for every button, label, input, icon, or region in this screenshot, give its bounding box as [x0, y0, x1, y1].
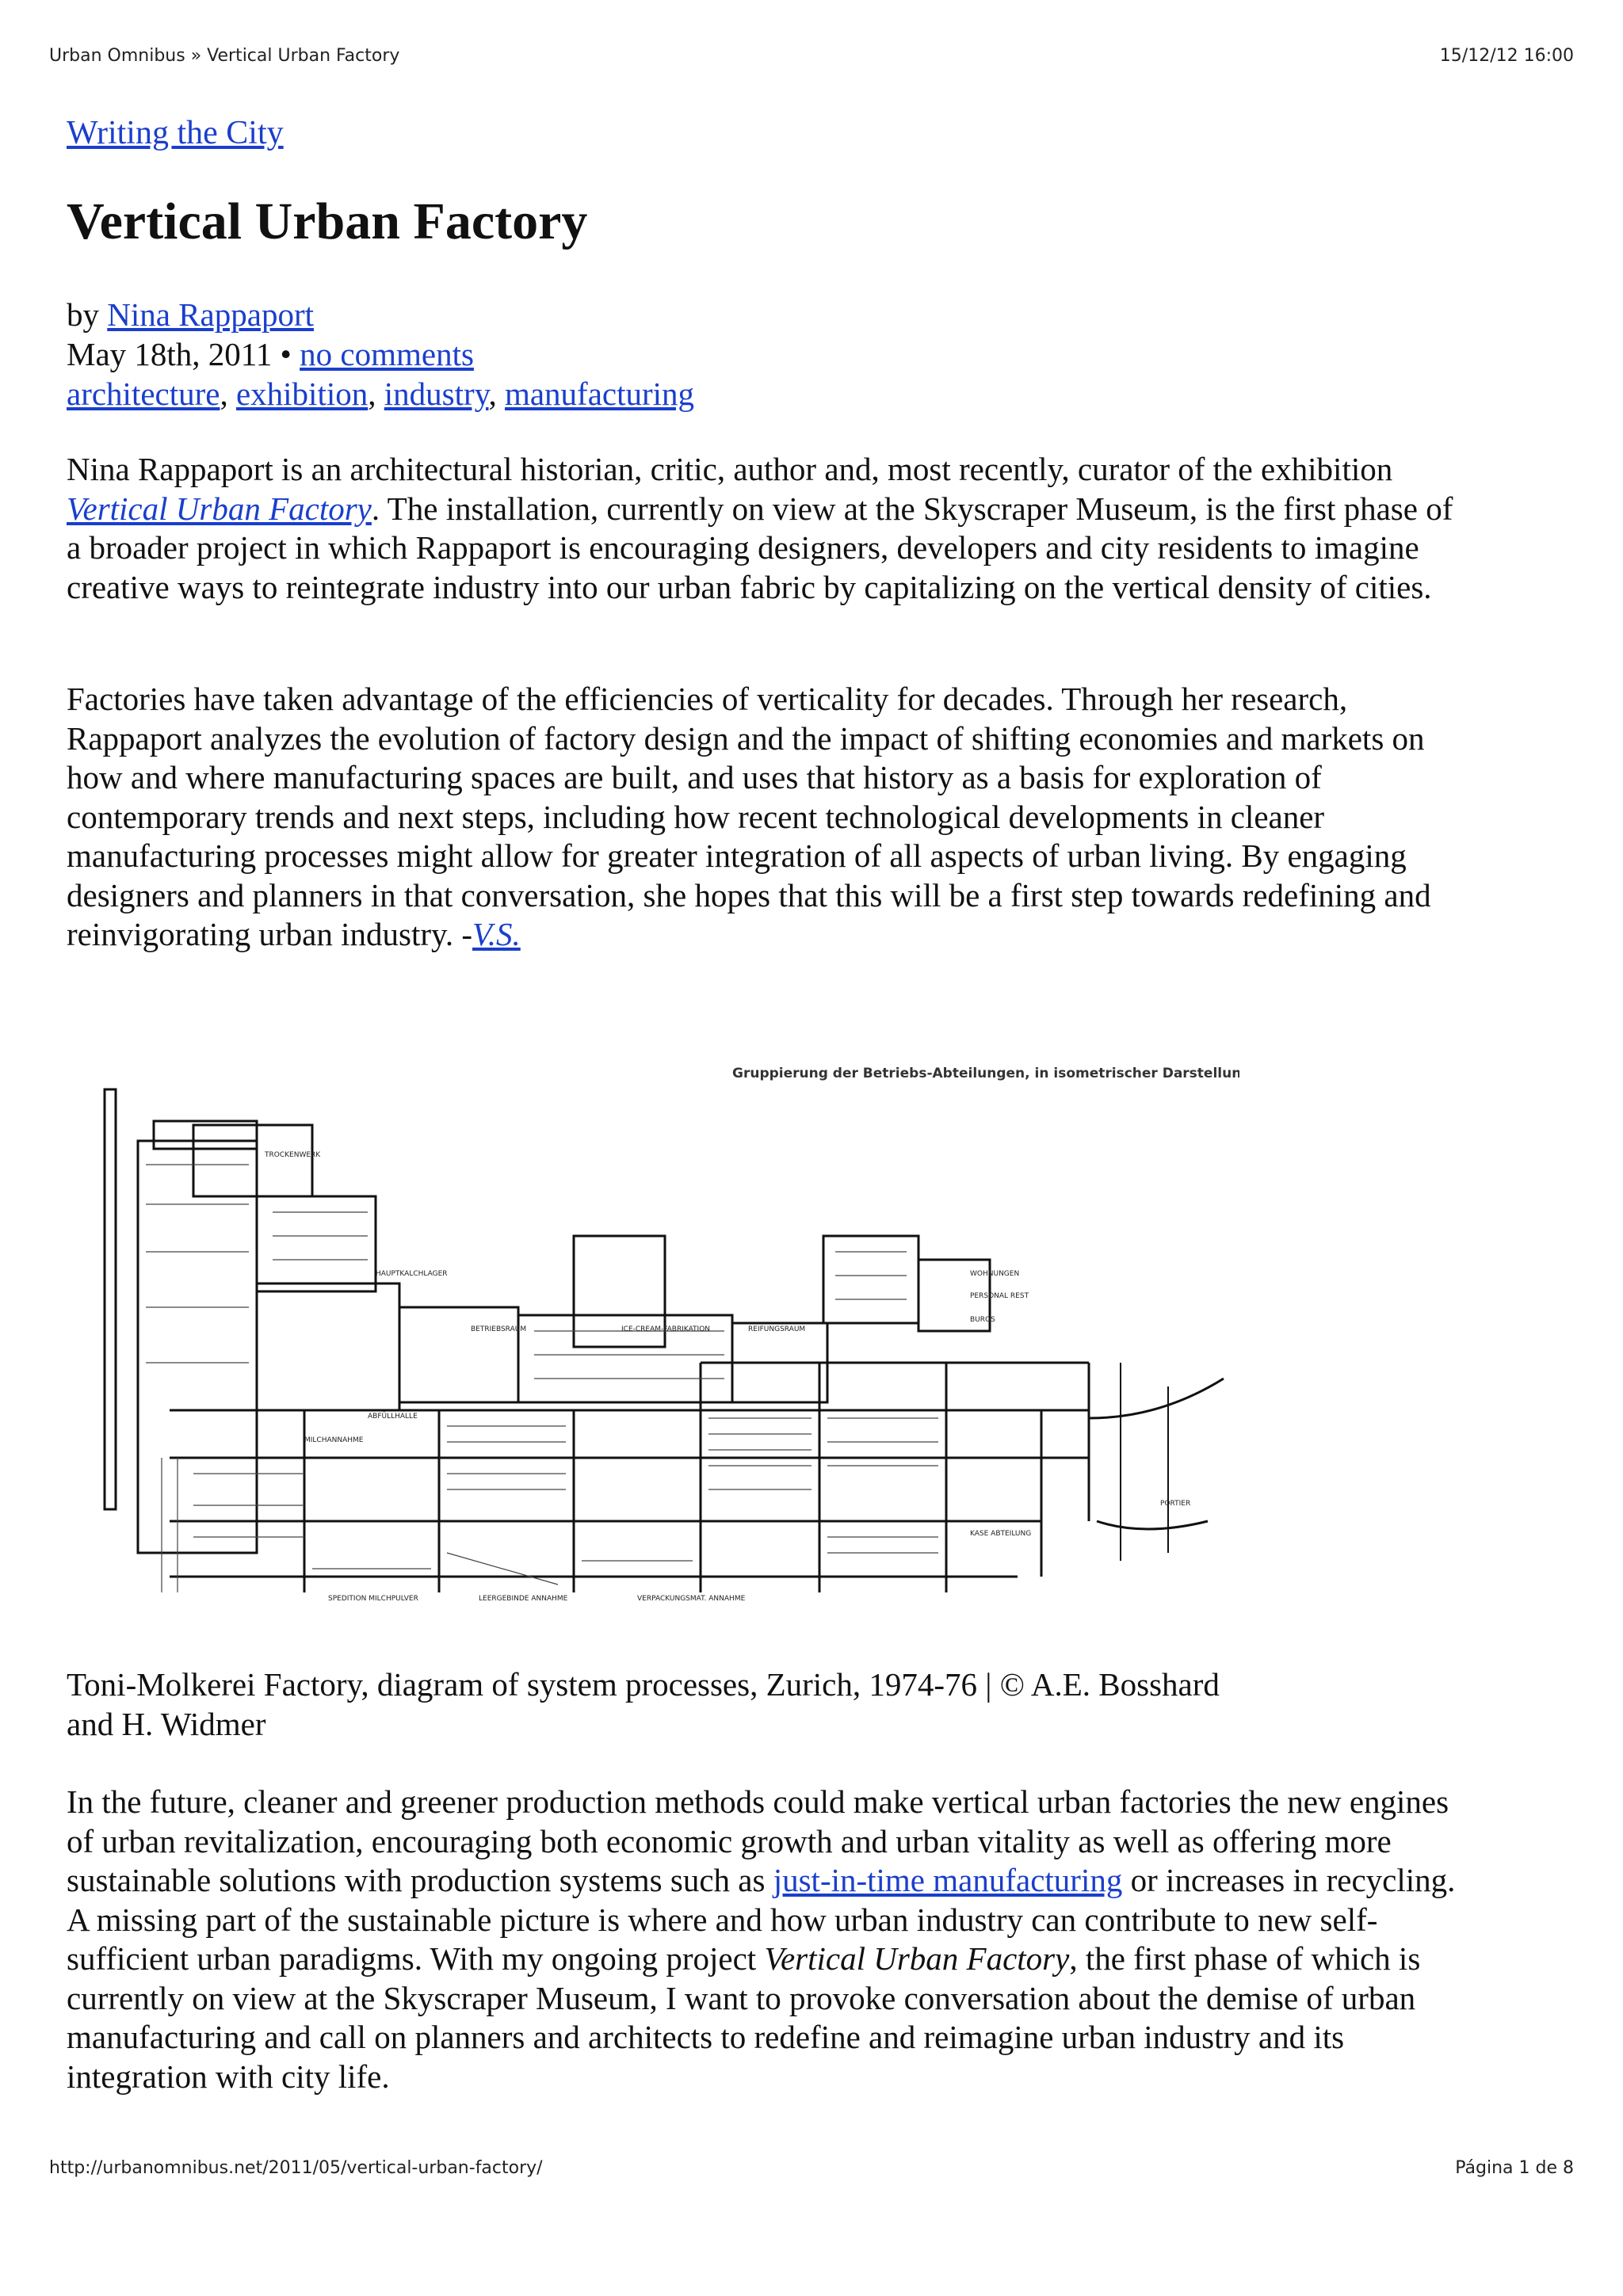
label-milchannahme: MILCHANNAHME [304, 1436, 364, 1444]
label-ice-cream: ICE-CREAM-FABRIKATION [621, 1325, 711, 1333]
print-footer-page: Página 1 de 8 [1455, 2158, 1574, 2178]
figure-caption: Toni-Molkerei Factory, diagram of system processes, Zurich, 1974-76 | © A.E. Bosshard and H. Widmer [67, 1666, 1220, 1742]
article-meta [67, 295, 694, 414]
date-line [67, 334, 694, 374]
label-buros: BUROS [970, 1316, 995, 1324]
label-abfuellhalle: ABFÜLLHALLE [368, 1413, 418, 1421]
project-title-italic: Vertical Urban Factory [764, 1940, 1070, 1977]
label-trockenwerk: TROCKENWERK [265, 1151, 321, 1159]
diagram-structure [105, 1089, 1224, 1592]
print-header [49, 46, 1574, 66]
factory-diagram-svg [67, 1046, 1239, 1616]
body-paragraph-2: Factories have taken advantage of the efficiencies of verticality for decades. Through her research, Rappaport analyzes the evolution of factory design and the impact of shifting economies and markets on how and where manufacturing spaces are built, and uses that history as a basis for exploration of contemporary trends and next steps, including how recent technological developments in cleaner manufacturing processes might allow for greater integration of all aspects of urban living. By engaging designers and planners in that conversation, she hopes that this will be a first step towards redefining and reinvigorating urban industry. -V.S. [67, 681, 1431, 952]
print-header-title: Urban Omnibus » Vertical Urban Factory [49, 46, 400, 66]
category-link[interactable]: Writing the City [67, 115, 284, 151]
comments-link[interactable]: no comments [300, 336, 474, 372]
signature-link[interactable]: V.S. [472, 916, 521, 952]
label-spedition: SPEDITION MILCHPULVER [328, 1595, 418, 1603]
byline [67, 295, 694, 334]
tag-link-manufacturing[interactable]: manufacturing [504, 376, 695, 412]
body-paragraph-3: In the future, cleaner and greener production methods could make vertical urban factories the new engines of urban revitalization, encouraging both economic growth and urban vitality as well as offering more sustainable solutions with production systems such as just-in-time manufacturing or increases in recycling. A missing part of the sustainable picture is where and how urban industry can contribute to new self-sufficient urban paradigms. With my ongoing project Vertical Urban Factory, the first phase of which is currently on view at the Skyscraper Museum, I want to provoke conversation about the demise of urban manufacturing and call on planners and architects to redefine and reimagine urban industry and its integration with city life. [67, 1783, 1456, 2095]
label-reifungsraum: REIFUNGSRAUM [748, 1325, 806, 1333]
tag-link-industry[interactable]: industry [384, 376, 489, 412]
byline-prefix: by [67, 296, 108, 333]
label-portier: PORTIER [1160, 1500, 1191, 1508]
publish-date: May 18th, 2011 • [67, 336, 300, 372]
label-hauptkalchlager: HAUPTKALCHLAGER [376, 1270, 448, 1278]
tag-link-architecture[interactable]: architecture [67, 376, 220, 412]
label-betriebsraum: BETRIEBSRAUM [471, 1325, 527, 1333]
jit-manufacturing-link[interactable]: just-in-time manufacturing [773, 1862, 1123, 1898]
intro-paragraph: Nina Rappaport is an architectural historian, critic, author and, most recently, curator of the exhibition Vertical Urban Factory. The installation, currently on view at the Skyscraper Museum, is the first phase of a broader project in which Rappaport is encouraging designers, developers and city residents to imagine creative ways to reintegrate industry into our urban fabric by capitalizing on the vertical density of cities. [67, 451, 1453, 605]
article-title: Vertical Urban Factory [67, 193, 588, 250]
chimney [105, 1089, 116, 1509]
label-leergebinde: LEERGEBINDE ANNAHME [479, 1595, 568, 1603]
diagram-labels [264, 1151, 1190, 1603]
print-footer-url: http://urbanomnibus.net/2011/05/vertical-urban-factory/ [49, 2158, 543, 2178]
tag-link-exhibition[interactable]: exhibition [235, 376, 369, 412]
label-wohnungen: WOHNUNGEN [970, 1270, 1020, 1278]
label-personal-rest: PERSONAL REST [970, 1292, 1029, 1300]
author-link[interactable]: Nina Rappaport [107, 296, 314, 333]
label-kase: KASE ABTEILUNG [970, 1530, 1032, 1538]
factory-diagram [67, 1046, 1239, 1616]
print-footer [49, 2158, 1574, 2178]
exhibition-link[interactable]: Vertical Urban Factory [67, 490, 372, 527]
article [67, 111, 1456, 2095]
label-verpackung: VERPACKUNGSMAT. ANNAHME [637, 1595, 746, 1603]
tags-line: architecture, exhibition, industry, manufacturing [67, 376, 695, 412]
diagram-heading: Gruppierung der Betriebs-Abteilungen, in isometrischer Darstellung [732, 1066, 1239, 1081]
print-header-datetime: 15/12/12 16:00 [1439, 46, 1574, 66]
